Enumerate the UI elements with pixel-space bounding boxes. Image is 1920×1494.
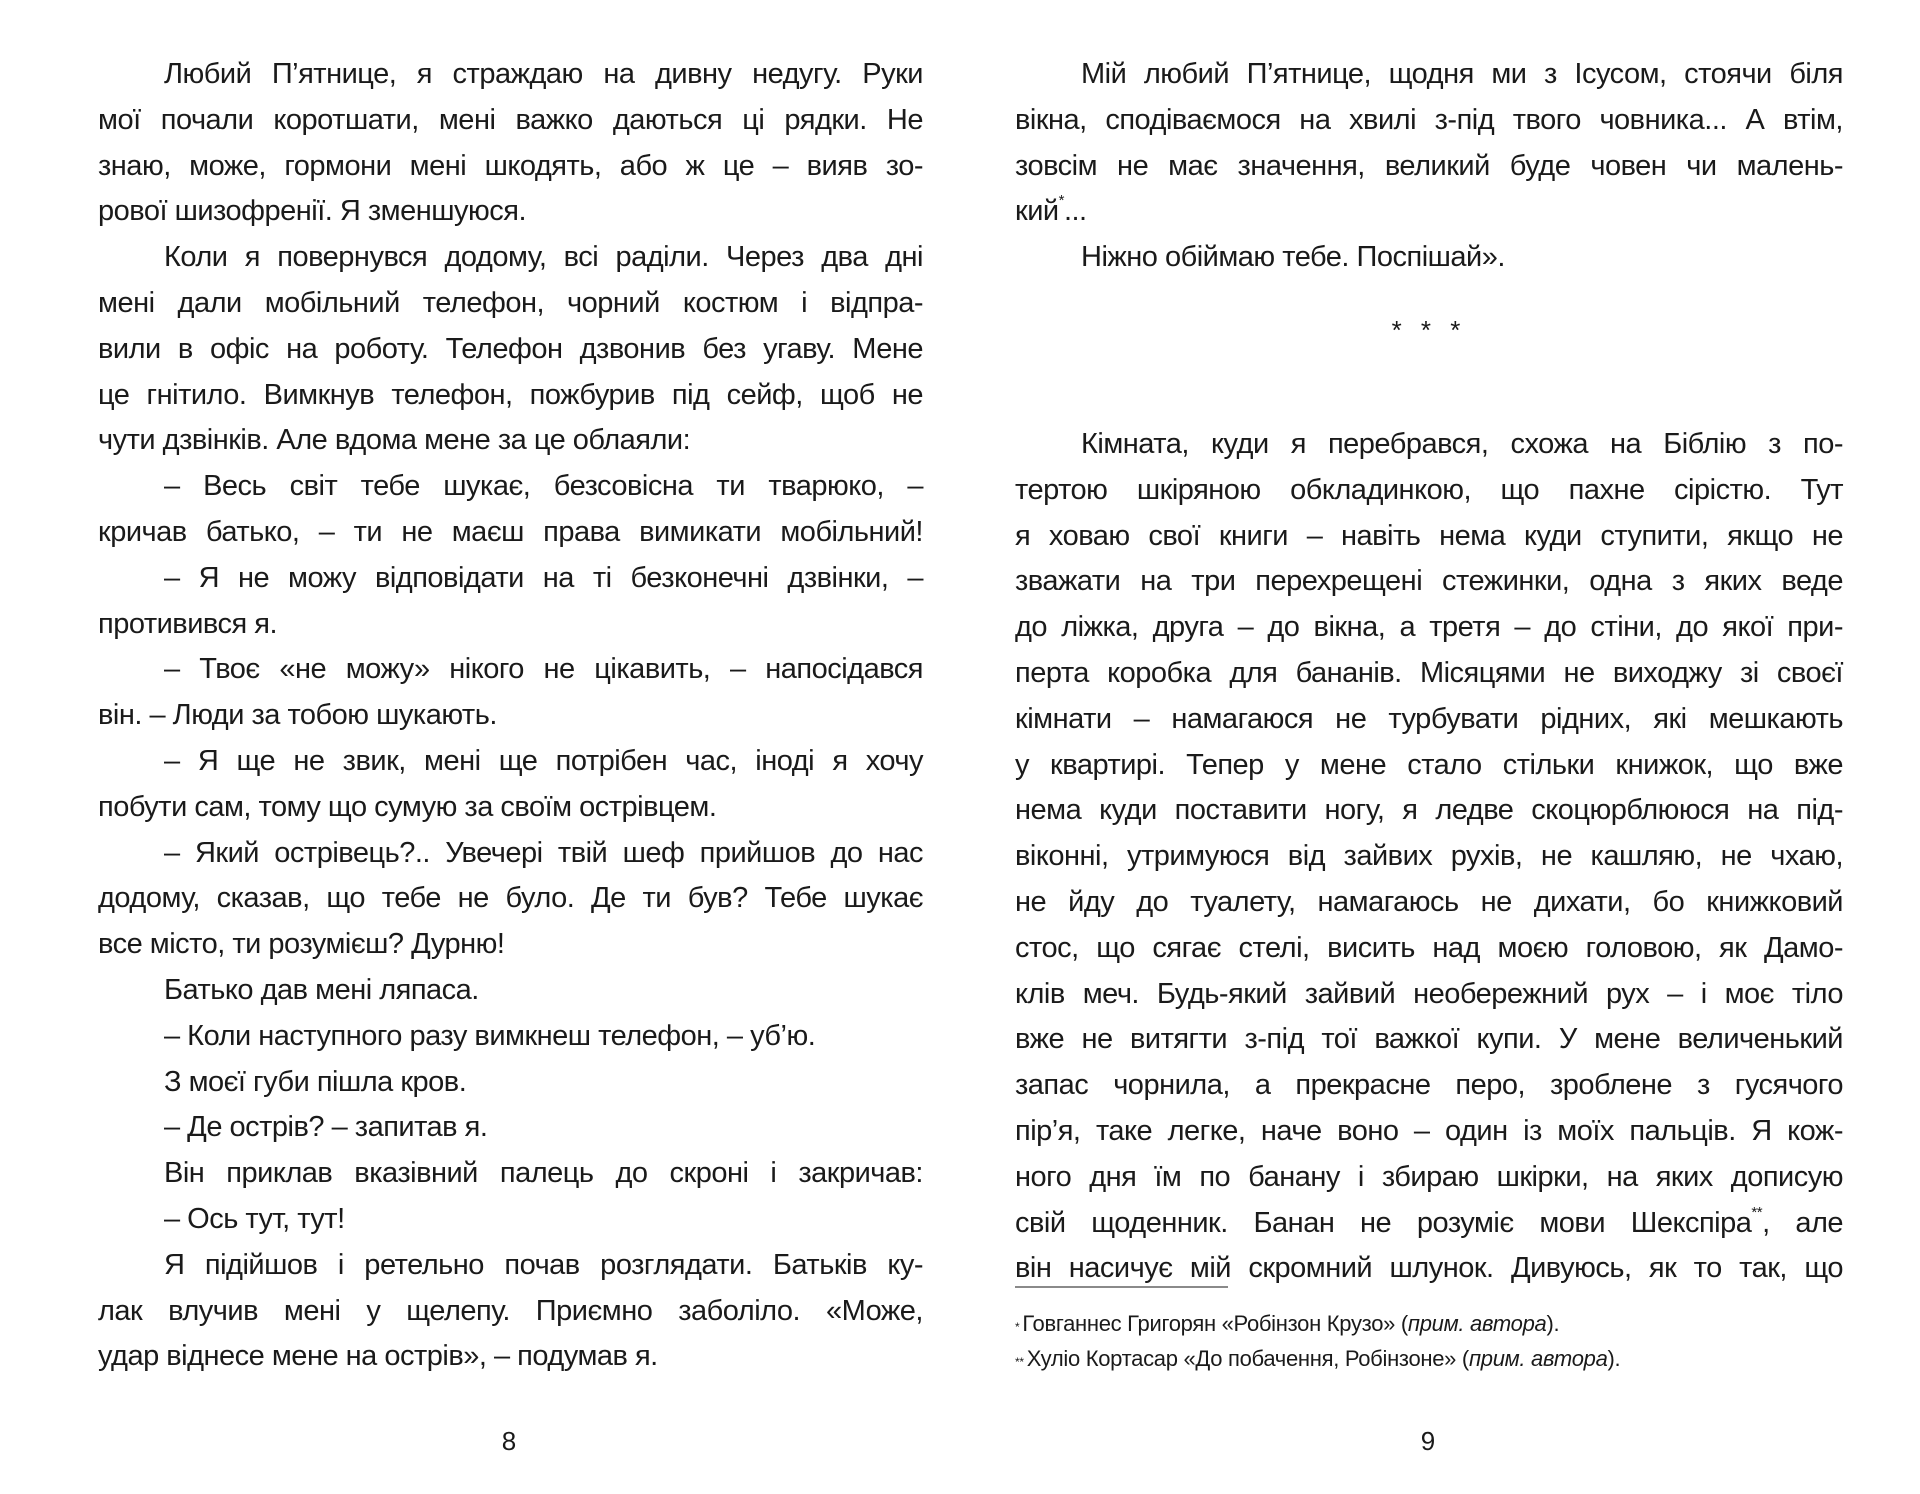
line-text: Мій любий П’ятнице, щодня ми з Ісусом, стоячи біля [1081,58,1843,90]
section-break: * * * [1391,314,1467,345]
footnote-mark: ** [1015,1355,1024,1369]
text-line [98,327,923,373]
line-text: мені дали мобільний телефон, чорний костюм і відпра- [98,286,923,319]
text-line [1015,834,1843,880]
text-line [1015,468,1843,514]
text-line [1015,651,1843,697]
line-text: віконні, утримуюся від зайвих рухів, не кашляю, не чхаю, [1015,840,1843,873]
footnotes [1015,1306,1835,1376]
line-text: Він приклав вказівний палець до скроні і закричав: [164,1157,923,1190]
line-text: кий [1015,195,1059,228]
line-text: рової шизофренії. Я зменшуюся. [98,195,527,228]
line-text: до ліжка, друга – до вікна, а третя – до стіни, до якої при- [1015,611,1843,644]
text-line [98,693,923,739]
line-text: клів меч. Будь-який зайвий необережний рух – і моє тіло [1015,977,1843,1010]
line-text: Батько дав мені ляпаса. [164,973,479,1006]
text-line [98,602,923,648]
footnote-text: Говганнес Григорян «Робінзон Крузо» ( [1022,1311,1408,1336]
text-line [98,1060,923,1106]
text-line [98,464,923,510]
text-line [98,510,923,556]
line-text-tail: ... [1063,195,1087,228]
text-line [1015,926,1843,972]
text-line [1015,605,1843,651]
text-line [98,1197,923,1243]
text-line [98,281,923,327]
line-text: лак влучив мені у щелепу. Приємно заболіло. «Може, [98,1294,923,1327]
footnote-rule [1015,1286,1228,1288]
line-text: вже не витягти з-під тої важкої купи. У мене величенький [1015,1023,1843,1056]
right-page [960,0,1920,1494]
line-text: стос, що сягає стелі, висить над моєю головою, як Дамо- [1015,931,1843,964]
footnote-note: прим. автора [1407,1311,1547,1336]
left-page-body [98,52,923,1380]
text-line [98,1289,923,1335]
line-text: мої почали коротшати, мені важко даються ці рядки. Не [98,103,923,136]
footnote [1015,1341,1835,1376]
line-text: запас чорнила, а прекрасне перо, зроблене з гусячого [1015,1069,1843,1102]
text-line [98,98,923,144]
text-line [98,831,923,877]
line-text: Кімната, куди я перебрався, схожа на Біблію з по- [1081,427,1843,460]
line-text: удар віднесе мене на острів», – подумав я. [98,1340,658,1373]
text-line [98,1105,923,1151]
line-text: кімнати – намагаюся не турбувати рідних, які мешкають [1015,702,1843,735]
text-line [1015,697,1843,743]
text-line [98,785,923,831]
text-line [1015,972,1843,1018]
text-line [98,739,923,785]
text-line [1015,52,1843,98]
line-text: тертою шкіряною обкладинкою, що пахне сірістю. Тут [1015,473,1843,506]
text-line [98,968,923,1014]
line-text: він насичує мій скромний шлунок. Дивуюсь, як то так, що [1015,1252,1843,1285]
line-text: кричав батько, – ти не маєш права вимикати мобільний! [98,515,923,548]
text-line [98,1243,923,1289]
line-text: – Який острівець?.. Увечері твій шеф прийшов до нас [164,836,923,869]
text-line [1015,98,1843,144]
text-line [98,1014,923,1060]
line-text: – Я не можу відповідати на ті безконечні дзвінки, – [164,561,923,594]
text-line [1015,880,1843,926]
text-line [1015,1109,1843,1155]
page-number-right: 9 [1420,1426,1436,1456]
text-line [1015,743,1843,789]
line-text: він. – Люди за тобою шукають. [98,699,497,732]
line-text: пір’я, таке легке, наче воно – один із моїх пальців. Я кож- [1015,1114,1843,1147]
line-text: – Весь світ тебе шукає, безсовісна ти тварюко, – [164,470,923,503]
line-text: вікна, сподіваємося на хвилі з-під твого човника... А втім, [1015,103,1843,136]
line-text: у квартирі. Тепер у мене стало стільки книжок, що вже [1015,748,1843,781]
text-line [1015,1017,1843,1063]
text-line [1015,1201,1843,1247]
text-line [98,144,923,190]
text-line [1015,235,1843,281]
line-text: нема куди поставити ногу, я ледве скоцюрблююся на під- [1015,794,1843,827]
line-text: перта коробка для бананів. Місяцями не виходжу зі своєї [1015,656,1843,689]
line-text: – Я ще не звик, мені ще потрібен час, іноді я хочу [164,744,923,777]
text-line [98,1334,923,1380]
footnote-note: прим. автора [1468,1346,1608,1371]
text-line [98,876,923,922]
footnote-mark: * [1015,1320,1020,1334]
footnote-reference: ** [1751,1203,1763,1221]
right-page-body [1015,52,1843,1292]
line-text: З моєї губи пішла кров. [164,1065,467,1098]
line-text: Ніжно обіймаю тебе. Поспішай». [1081,241,1505,274]
text-line [98,922,923,968]
footnote-text: Хуліо Кортасар «До побачення, Робінзоне» ( [1026,1346,1469,1371]
line-text: Любий П’ятнице, я страждаю на дивну недугу. Руки [164,58,923,90]
text-line [98,52,923,98]
footnote [1015,1306,1835,1341]
line-text: зовсім не має значення, великий буде човен чи малень- [1015,149,1843,182]
text-line [98,418,923,464]
footnote-reference: * [1058,192,1064,210]
text-line [1015,514,1843,560]
text-line [1015,1063,1843,1109]
line-text: – Ось тут, тут! [164,1202,345,1235]
line-text: чути дзвінків. Але вдома мене за це облаяли: [98,424,691,457]
line-text: Я підійшов і ретельно почав розглядати. Батьків ку- [164,1248,923,1281]
line-text: Коли я повернувся додому, всі раділи. Через два дні [164,241,923,274]
line-text: побути сам, тому що сумую за своїм острівцем. [98,790,717,823]
line-text: ного дня їм по банану і збираю шкірки, на яких дописую [1015,1160,1843,1193]
line-text: це гнітило. Вимкнув телефон, пожбурив під сейф, щоб не [98,378,923,411]
text-line [98,373,923,419]
text-line [98,235,923,281]
line-text: я ховаю свої книги – навіть нема куди ступити, якщо не [1015,519,1843,552]
text-line [98,189,923,235]
footnote-end: ). [1546,1311,1560,1336]
line-text: знаю, може, гормони мені шкодять, або ж це – вияв зо- [98,149,923,182]
text-line [1015,1155,1843,1201]
text-line [1015,422,1843,468]
line-text: – Твоє «не можу» нікого не цікавить, – напосідався [164,653,923,686]
text-line [98,556,923,602]
page-number-left: 8 [501,1426,517,1456]
footnote-end: ). [1607,1346,1621,1371]
line-text: не йду до туалету, намагаюсь не дихати, бо книжковий [1015,885,1843,918]
line-text: свій щоденник. Банан не розуміє мови Шекспіра [1015,1206,1752,1239]
text-line [98,1151,923,1197]
line-text: вили в офіс на роботу. Телефон дзвонив без угаву. Мене [98,332,923,365]
text-line [98,647,923,693]
line-text-tail: , але [1762,1206,1844,1239]
line-text: – Де острів? – запитав я. [164,1111,488,1144]
room-description [1015,422,1843,1292]
line-text: додому, сказав, що тебе не було. Де ти був? Тебе шукає [98,882,923,915]
line-text: все місто, ти розумієш? Дурню! [98,928,505,961]
letter-ending [1015,52,1843,281]
text-line [1015,144,1843,190]
text-line [1015,788,1843,834]
text-line [1015,189,1843,235]
line-text: противився я. [98,607,278,640]
line-text: – Коли наступного разу вимкнеш телефон, – уб’ю. [164,1019,816,1052]
line-text: зважати на три перехрещені стежинки, одна з яких веде [1015,565,1843,598]
text-line [1015,559,1843,605]
